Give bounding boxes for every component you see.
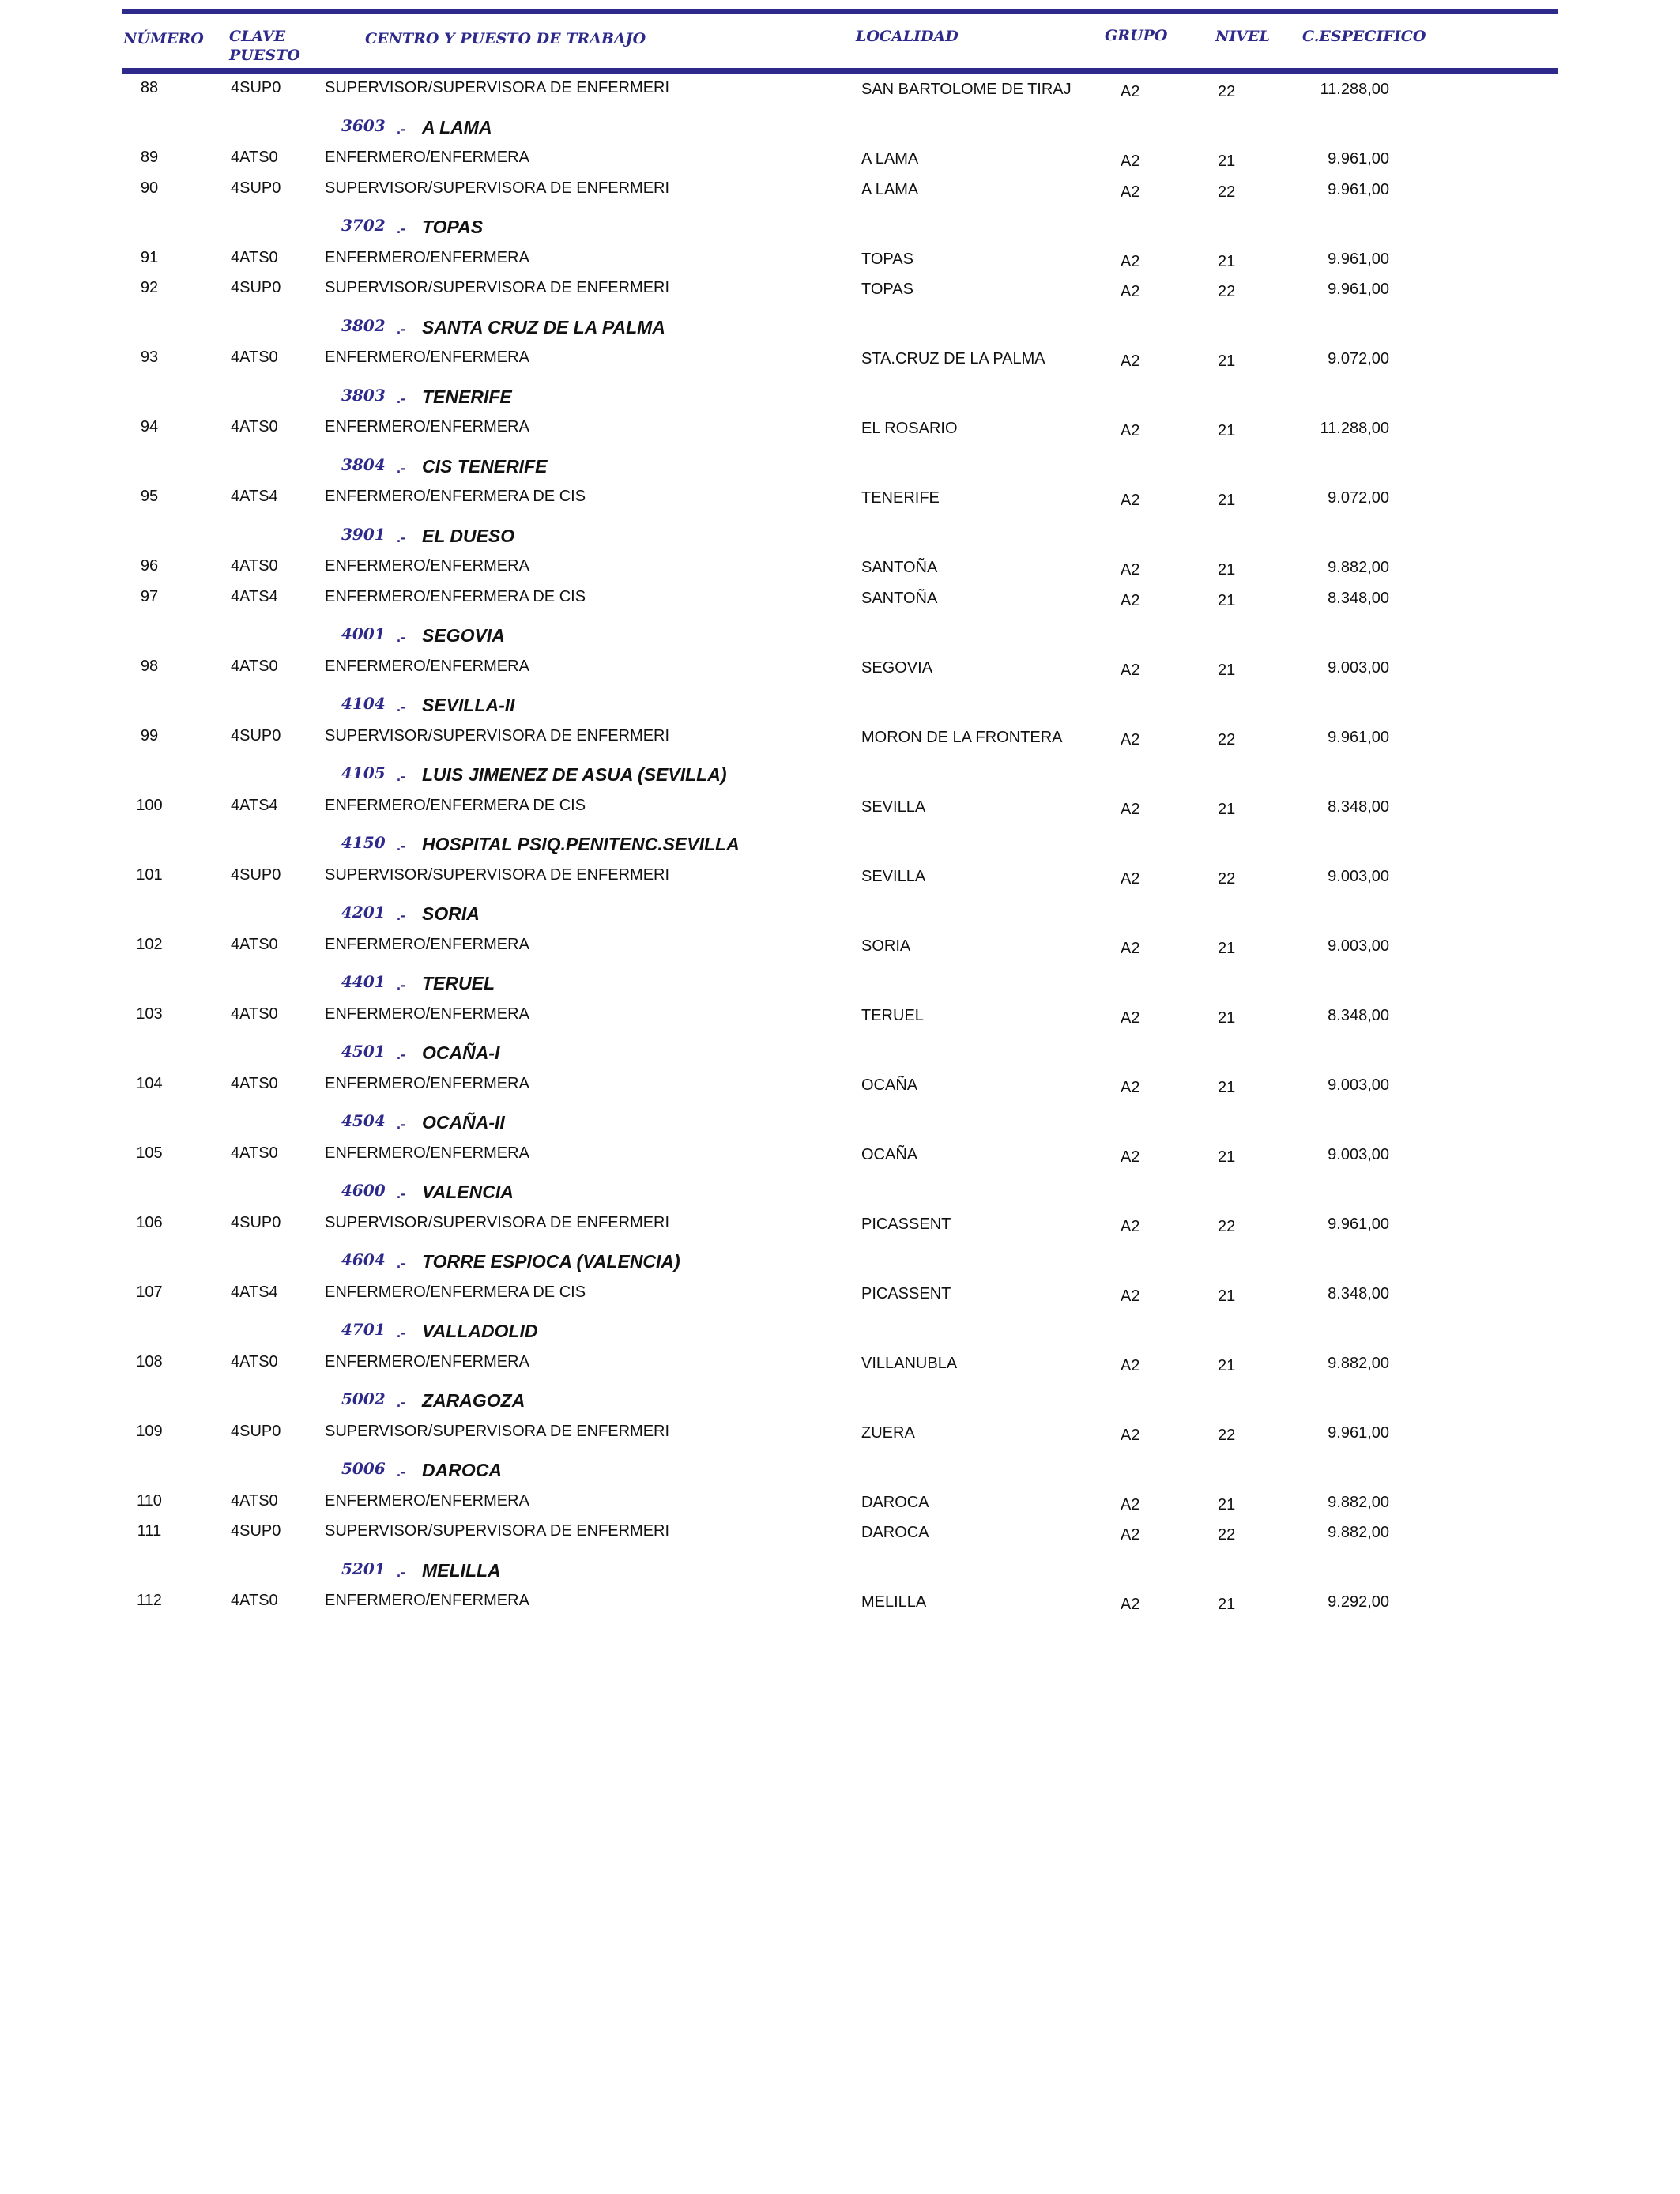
cell-localidad: MORON DE LA FRONTERA (861, 728, 1063, 746)
table-row (0, 1351, 1680, 1391)
center-code: 3802 (341, 315, 386, 335)
cell-clave-puesto: 4ATS4 (231, 488, 278, 505)
table-row (0, 147, 1680, 178)
cell-localidad: SORIA (861, 937, 911, 955)
cell-clave-puesto: 4SUP0 (231, 726, 281, 745)
cell-clave-puesto: 4ATS0 (231, 1074, 278, 1092)
cell-localidad: SEVILLA (861, 867, 926, 885)
table-row (0, 1282, 1680, 1321)
center-header-row (0, 1182, 1680, 1212)
cell-clave-puesto: 4SUP0 (231, 179, 281, 197)
cell-localidad: VILLANUBLA (861, 1354, 958, 1372)
cell-puesto-trabajo: ENFERMERO/ENFERMERA (325, 1491, 529, 1510)
cell-numero: 105 (136, 1144, 163, 1162)
table-row (0, 1421, 1680, 1461)
table-row (0, 1521, 1680, 1560)
header-nivel: NIVEL (1215, 28, 1270, 45)
center-header-row (0, 386, 1680, 417)
center-separator: .- (397, 529, 405, 545)
cell-complemento-especifico: 9.882,00 (1328, 1354, 1389, 1372)
cell-puesto-trabajo: ENFERMERO/ENFERMERA DE CIS (325, 796, 586, 814)
cell-puesto-trabajo: SUPERVISOR/SUPERVISORA DE ENFERMERI (325, 79, 670, 96)
center-name: CIS TENERIFE (422, 455, 548, 477)
table-row (0, 486, 1680, 526)
table-row (0, 1004, 1680, 1043)
center-header-row (0, 903, 1680, 934)
cell-puesto-trabajo: ENFERMERO/ENFERMERA DE CIS (325, 488, 586, 505)
center-header-row (0, 456, 1680, 487)
cell-puesto-trabajo: SUPERVISOR/SUPERVISORA DE ENFERMERI (325, 1522, 670, 1540)
cell-localidad: SEGOVIA (861, 658, 933, 677)
cell-complemento-especifico: 9.961,00 (1328, 728, 1389, 746)
cell-nivel: 21 (1218, 352, 1236, 370)
cell-clave-puesto: 4SUP0 (231, 865, 281, 884)
cell-clave-puesto: 4ATS4 (231, 796, 278, 814)
cell-clave-puesto: 4ATS0 (231, 1144, 278, 1162)
center-name: TERUEL (422, 973, 495, 993)
header-centro: CENTRO Y PUESTO DE TRABAJO (365, 30, 646, 47)
cell-complemento-especifico: 8.348,00 (1328, 1006, 1389, 1024)
center-separator: .- (397, 1464, 405, 1480)
cell-grupo: A2 (1121, 183, 1140, 201)
cell-nivel: 21 (1218, 661, 1236, 679)
cell-localidad: EL ROSARIO (861, 420, 958, 437)
center-name: SORIA (422, 903, 480, 924)
cell-localidad: SANTOÑA (861, 589, 938, 607)
cell-nivel: 22 (1218, 283, 1236, 300)
cell-puesto-trabajo: ENFERMERO/ENFERMERA (325, 1352, 529, 1370)
header-localidad: LOCALIDAD (856, 28, 959, 45)
center-code: 3702 (341, 216, 386, 235)
cell-grupo: A2 (1121, 283, 1140, 300)
cell-grupo: A2 (1121, 1008, 1140, 1027)
cell-numero: 90 (140, 179, 159, 197)
cell-grupo: A2 (1121, 83, 1140, 100)
cell-complemento-especifico: 9.003,00 (1328, 937, 1389, 955)
cell-clave-puesto: 4SUP0 (231, 79, 281, 96)
cell-nivel: 21 (1218, 252, 1236, 270)
cell-numero: 88 (140, 79, 159, 96)
cell-grupo: A2 (1121, 730, 1140, 748)
center-code: 3603 (341, 115, 386, 135)
cell-numero: 97 (140, 587, 159, 605)
center-name: TOPAS (422, 217, 484, 237)
table-row (0, 1073, 1680, 1113)
center-separator: .- (397, 768, 405, 784)
cell-nivel: 21 (1218, 1356, 1236, 1374)
cell-puesto-trabajo: ENFERMERO/ENFERMERA DE CIS (325, 1283, 586, 1301)
center-separator: .- (397, 907, 405, 923)
center-header-row (0, 764, 1680, 795)
cell-numero: 104 (136, 1074, 163, 1092)
center-separator: .- (397, 629, 405, 645)
center-header-row (0, 317, 1680, 348)
center-code: 4604 (341, 1250, 386, 1269)
header-top-rule (122, 9, 1558, 14)
table-row (0, 417, 1680, 456)
cell-localidad: SANTOÑA (861, 559, 938, 576)
center-separator: .- (397, 1046, 405, 1062)
cell-clave-puesto: 4SUP0 (231, 1422, 281, 1440)
cell-nivel: 21 (1218, 422, 1236, 439)
cell-clave-puesto: 4ATS4 (231, 587, 278, 605)
center-separator: .- (397, 1394, 405, 1410)
cell-puesto-trabajo: SUPERVISOR/SUPERVISORA DE ENFERMERI (325, 1422, 670, 1440)
cell-numero: 92 (140, 279, 159, 296)
center-code: 4600 (341, 1181, 386, 1200)
center-header-row (0, 695, 1680, 726)
cell-numero: 96 (140, 557, 159, 575)
center-name: OCAÑA-II (422, 1112, 505, 1133)
cell-clave-puesto: 4SUP0 (231, 1522, 281, 1540)
center-name: VALENCIA (422, 1182, 514, 1202)
cell-localidad: A LAMA (861, 180, 919, 198)
cell-complemento-especifico: 9.961,00 (1328, 1423, 1389, 1442)
cell-nivel: 21 (1218, 1495, 1236, 1514)
header-grupo: GRUPO (1105, 27, 1168, 44)
cell-numero: 95 (140, 488, 159, 505)
cell-grupo: A2 (1121, 1596, 1140, 1613)
center-name: LUIS JIMENEZ DE ASUA (SEVILLA) (422, 764, 727, 785)
cell-numero: 100 (136, 796, 163, 814)
center-separator: .- (397, 221, 405, 236)
cell-grupo: A2 (1121, 252, 1140, 270)
cell-localidad: STA.CRUZ DE LA PALMA (861, 350, 1045, 368)
center-name: SEGOVIA (422, 625, 505, 646)
cell-nivel: 21 (1218, 1008, 1236, 1027)
cell-puesto-trabajo: ENFERMERO/ENFERMERA (325, 935, 529, 953)
cell-clave-puesto: 4ATS0 (231, 935, 278, 953)
center-header-row (0, 217, 1680, 247)
cell-localidad: PICASSENT (861, 1215, 951, 1233)
cell-nivel: 22 (1218, 1426, 1236, 1444)
table-row (0, 347, 1680, 386)
cell-nivel: 21 (1218, 1078, 1236, 1096)
center-separator: .- (397, 699, 405, 714)
cell-numero: 98 (140, 657, 159, 675)
center-header-row (0, 1042, 1680, 1073)
cell-complemento-especifico: 9.292,00 (1328, 1593, 1389, 1611)
center-separator: .- (397, 1563, 405, 1580)
cell-puesto-trabajo: SUPERVISOR/SUPERVISORA DE ENFERMERI (325, 726, 670, 745)
cell-complemento-especifico: 9.961,00 (1328, 281, 1389, 298)
cell-numero: 108 (136, 1352, 163, 1370)
cell-grupo: A2 (1121, 869, 1140, 888)
center-separator: .- (397, 1255, 405, 1271)
cell-puesto-trabajo: ENFERMERO/ENFERMERA (325, 248, 529, 266)
header-numero: NÚMERO (123, 30, 204, 47)
center-separator: .- (397, 977, 405, 993)
cell-clave-puesto: 4ATS0 (231, 1592, 278, 1609)
table-row (0, 277, 1680, 317)
cell-nivel: 21 (1218, 492, 1236, 509)
cell-puesto-trabajo: ENFERMERO/ENFERMERA (325, 1005, 529, 1023)
cell-complemento-especifico: 9.072,00 (1328, 350, 1389, 368)
cell-numero: 89 (140, 149, 159, 166)
table-row (0, 1212, 1680, 1252)
center-code: 3901 (341, 524, 386, 544)
table-row (0, 656, 1680, 696)
cell-clave-puesto: 4ATS0 (231, 1352, 278, 1370)
center-separator: .- (397, 320, 405, 337)
cell-clave-puesto: 4ATS0 (231, 657, 278, 675)
header-clave-line1: CLAVE (229, 28, 286, 45)
center-name: MELILLA (422, 1559, 501, 1581)
table-row (0, 726, 1680, 765)
cell-puesto-trabajo: ENFERMERO/ENFERMERA (325, 418, 529, 435)
cell-grupo: A2 (1121, 1526, 1140, 1544)
cell-puesto-trabajo: SUPERVISOR/SUPERVISORA DE ENFERMERI (325, 279, 670, 296)
center-code: 4150 (341, 833, 386, 852)
center-name: A LAMA (422, 116, 492, 138)
center-code: 3804 (341, 454, 386, 474)
cell-grupo: A2 (1121, 1426, 1140, 1444)
cell-grupo: A2 (1121, 153, 1140, 170)
cell-numero: 110 (137, 1491, 162, 1510)
cell-nivel: 22 (1218, 183, 1236, 201)
cell-nivel: 22 (1218, 83, 1236, 100)
cell-localidad: DAROCA (861, 1493, 929, 1511)
center-code: 4701 (341, 1320, 386, 1339)
cell-grupo: A2 (1121, 661, 1140, 679)
cell-localidad: DAROCA (861, 1524, 929, 1541)
cell-numero: 106 (136, 1213, 163, 1231)
cell-puesto-trabajo: ENFERMERO/ENFERMERA (325, 1144, 529, 1162)
cell-grupo: A2 (1121, 422, 1140, 439)
cell-puesto-trabajo: ENFERMERO/ENFERMERA (325, 149, 529, 166)
table-row (0, 178, 1680, 217)
center-separator: .- (397, 838, 405, 854)
cell-numero: 93 (140, 349, 159, 366)
cell-grupo: A2 (1121, 591, 1140, 609)
cell-puesto-trabajo: ENFERMERO/ENFERMERA (325, 1592, 529, 1609)
table-row (0, 1590, 1680, 1621)
cell-clave-puesto: 4SUP0 (231, 279, 281, 296)
cell-grupo: A2 (1121, 1495, 1140, 1514)
cell-puesto-trabajo: SUPERVISOR/SUPERVISORA DE ENFERMERI (325, 179, 670, 197)
center-code: 4001 (341, 624, 386, 643)
cell-localidad: TOPAS (861, 250, 913, 268)
center-code: 4105 (341, 763, 386, 782)
cell-numero: 112 (137, 1592, 162, 1609)
center-separator: .- (397, 1116, 405, 1132)
cell-nivel: 21 (1218, 939, 1236, 957)
cell-complemento-especifico: 9.961,00 (1328, 150, 1389, 168)
cell-numero: 107 (136, 1283, 163, 1301)
center-name: EL DUESO (422, 525, 515, 546)
center-header-row (0, 625, 1680, 656)
center-name: SANTA CRUZ DE LA PALMA (422, 316, 665, 337)
center-code: 5002 (341, 1389, 386, 1408)
cell-complemento-especifico: 9.882,00 (1328, 1524, 1389, 1541)
cell-grupo: A2 (1121, 492, 1140, 509)
cell-localidad: TOPAS (861, 281, 913, 298)
cell-localidad: OCAÑA (861, 1145, 918, 1163)
center-code: 4201 (341, 903, 386, 922)
cell-localidad: PICASSENT (861, 1284, 951, 1302)
cell-puesto-trabajo: SUPERVISOR/SUPERVISORA DE ENFERMERI (325, 865, 670, 884)
cell-numero: 101 (136, 865, 163, 884)
cell-numero: 91 (140, 248, 159, 266)
cell-complemento-especifico: 9.003,00 (1328, 658, 1389, 677)
cell-localidad: TERUEL (861, 1006, 924, 1024)
center-header-row (0, 526, 1680, 556)
header-clave-line2: PUESTO (229, 47, 300, 64)
cell-clave-puesto: 4SUP0 (231, 1213, 281, 1231)
center-name: DAROCA (422, 1460, 502, 1480)
center-code: 3803 (341, 385, 386, 405)
cell-complemento-especifico: 8.348,00 (1328, 589, 1389, 607)
cell-clave-puesto: 4ATS0 (231, 349, 278, 366)
cell-numero: 102 (136, 935, 163, 953)
cell-complemento-especifico: 9.003,00 (1328, 1076, 1389, 1094)
center-code: 4104 (341, 694, 386, 713)
center-header-row (0, 834, 1680, 865)
cell-complemento-especifico: 8.348,00 (1328, 797, 1389, 816)
center-header-row (0, 1251, 1680, 1282)
center-separator: .- (397, 1325, 405, 1340)
center-code: 4401 (341, 972, 386, 991)
cell-complemento-especifico: 9.003,00 (1328, 867, 1389, 885)
cell-clave-puesto: 4ATS0 (231, 1005, 278, 1023)
cell-nivel: 21 (1218, 591, 1236, 609)
cell-complemento-especifico: 9.882,00 (1328, 1493, 1389, 1511)
cell-clave-puesto: 4ATS4 (231, 1283, 278, 1301)
table-row (0, 934, 1680, 974)
cell-grupo: A2 (1121, 352, 1140, 370)
center-code: 5201 (341, 1559, 386, 1578)
cell-puesto-trabajo: ENFERMERO/ENFERMERA (325, 657, 529, 675)
center-name: VALLADOLID (422, 1321, 538, 1341)
cell-numero: 94 (140, 418, 159, 435)
cell-localidad: ZUERA (861, 1423, 915, 1442)
cell-localidad: OCAÑA (861, 1076, 918, 1094)
cell-numero: 99 (140, 726, 159, 745)
cell-complemento-especifico: 9.882,00 (1328, 559, 1389, 576)
center-separator: .- (397, 1186, 405, 1201)
header-bottom-rule (122, 68, 1558, 74)
cell-localidad: SAN BARTOLOME DE TIRAJ (861, 81, 1072, 98)
cell-complemento-especifico: 11.288,00 (1320, 420, 1389, 437)
cell-numero: 109 (136, 1422, 163, 1440)
cell-nivel: 21 (1218, 561, 1236, 579)
center-header-row (0, 1560, 1680, 1591)
cell-clave-puesto: 4ATS0 (231, 557, 278, 575)
cell-grupo: A2 (1121, 1148, 1140, 1166)
center-header-row (0, 1321, 1680, 1351)
cell-nivel: 22 (1218, 730, 1236, 748)
cell-puesto-trabajo: ENFERMERO/ENFERMERA (325, 557, 529, 575)
cell-grupo: A2 (1121, 939, 1140, 957)
center-name: TORRE ESPIOCA (VALENCIA) (422, 1251, 680, 1272)
cell-nivel: 21 (1218, 1596, 1236, 1613)
center-name: ZARAGOZA (422, 1390, 525, 1411)
cell-grupo: A2 (1121, 1078, 1140, 1096)
center-header-row (0, 1112, 1680, 1143)
table-body (0, 77, 1680, 1621)
cell-clave-puesto: 4ATS0 (231, 418, 278, 435)
table-row (0, 247, 1680, 278)
center-name: SEVILLA-II (422, 695, 515, 715)
cell-localidad: TENERIFE (861, 489, 940, 507)
table-row (0, 795, 1680, 835)
cell-numero: 103 (136, 1005, 163, 1023)
center-header-row (0, 117, 1680, 148)
cell-puesto-trabajo: SUPERVISOR/SUPERVISORA DE ENFERMERI (325, 1213, 670, 1231)
cell-nivel: 21 (1218, 1148, 1236, 1166)
table-header (0, 27, 1680, 68)
center-code: 4501 (341, 1042, 386, 1061)
cell-nivel: 22 (1218, 1217, 1236, 1235)
cell-clave-puesto: 4ATS0 (231, 1491, 278, 1510)
cell-complemento-especifico: 9.003,00 (1328, 1145, 1389, 1163)
cell-grupo: A2 (1121, 1356, 1140, 1374)
cell-numero: 111 (137, 1522, 162, 1540)
cell-complemento-especifico: 9.961,00 (1328, 1215, 1389, 1233)
table-row (0, 77, 1680, 117)
cell-puesto-trabajo: ENFERMERO/ENFERMERA DE CIS (325, 587, 586, 605)
cell-nivel: 22 (1218, 1526, 1236, 1544)
cell-nivel: 21 (1218, 1287, 1236, 1305)
cell-nivel: 21 (1218, 800, 1236, 818)
center-code: 5006 (341, 1459, 386, 1478)
cell-grupo: A2 (1121, 800, 1140, 818)
cell-grupo: A2 (1121, 561, 1140, 579)
center-header-row (0, 1390, 1680, 1421)
cell-grupo: A2 (1121, 1287, 1140, 1305)
cell-nivel: 21 (1218, 153, 1236, 170)
header-cespecifico: C.ESPECIFICO (1302, 28, 1426, 45)
table-row (0, 1491, 1680, 1521)
center-code: 4504 (341, 1111, 386, 1130)
cell-complemento-especifico: 8.348,00 (1328, 1284, 1389, 1302)
center-separator: .- (397, 459, 405, 476)
table-row (0, 1143, 1680, 1182)
cell-puesto-trabajo: ENFERMERO/ENFERMERA (325, 349, 529, 366)
cell-localidad: SEVILLA (861, 797, 926, 816)
center-name: OCAÑA-I (422, 1042, 500, 1063)
table-row (0, 556, 1680, 586)
cell-grupo: A2 (1121, 1217, 1140, 1235)
center-header-row (0, 973, 1680, 1004)
cell-complemento-especifico: 9.072,00 (1328, 489, 1389, 507)
cell-puesto-trabajo: ENFERMERO/ENFERMERA (325, 1074, 529, 1092)
center-name: HOSPITAL PSIQ.PENITENC.SEVILLA (422, 834, 740, 854)
cell-complemento-especifico: 9.961,00 (1328, 180, 1389, 198)
cell-clave-puesto: 4ATS0 (231, 248, 278, 266)
cell-clave-puesto: 4ATS0 (231, 149, 278, 166)
table-row (0, 865, 1680, 904)
cell-complemento-especifico: 11.288,00 (1320, 81, 1389, 98)
center-name: TENERIFE (422, 386, 512, 407)
cell-localidad: A LAMA (861, 150, 919, 168)
cell-complemento-especifico: 9.961,00 (1328, 250, 1389, 268)
table-row (0, 586, 1680, 626)
center-separator: .- (397, 390, 405, 406)
cell-nivel: 22 (1218, 869, 1236, 888)
center-header-row (0, 1460, 1680, 1491)
cell-localidad: MELILLA (861, 1593, 927, 1611)
center-separator: .- (397, 120, 405, 137)
